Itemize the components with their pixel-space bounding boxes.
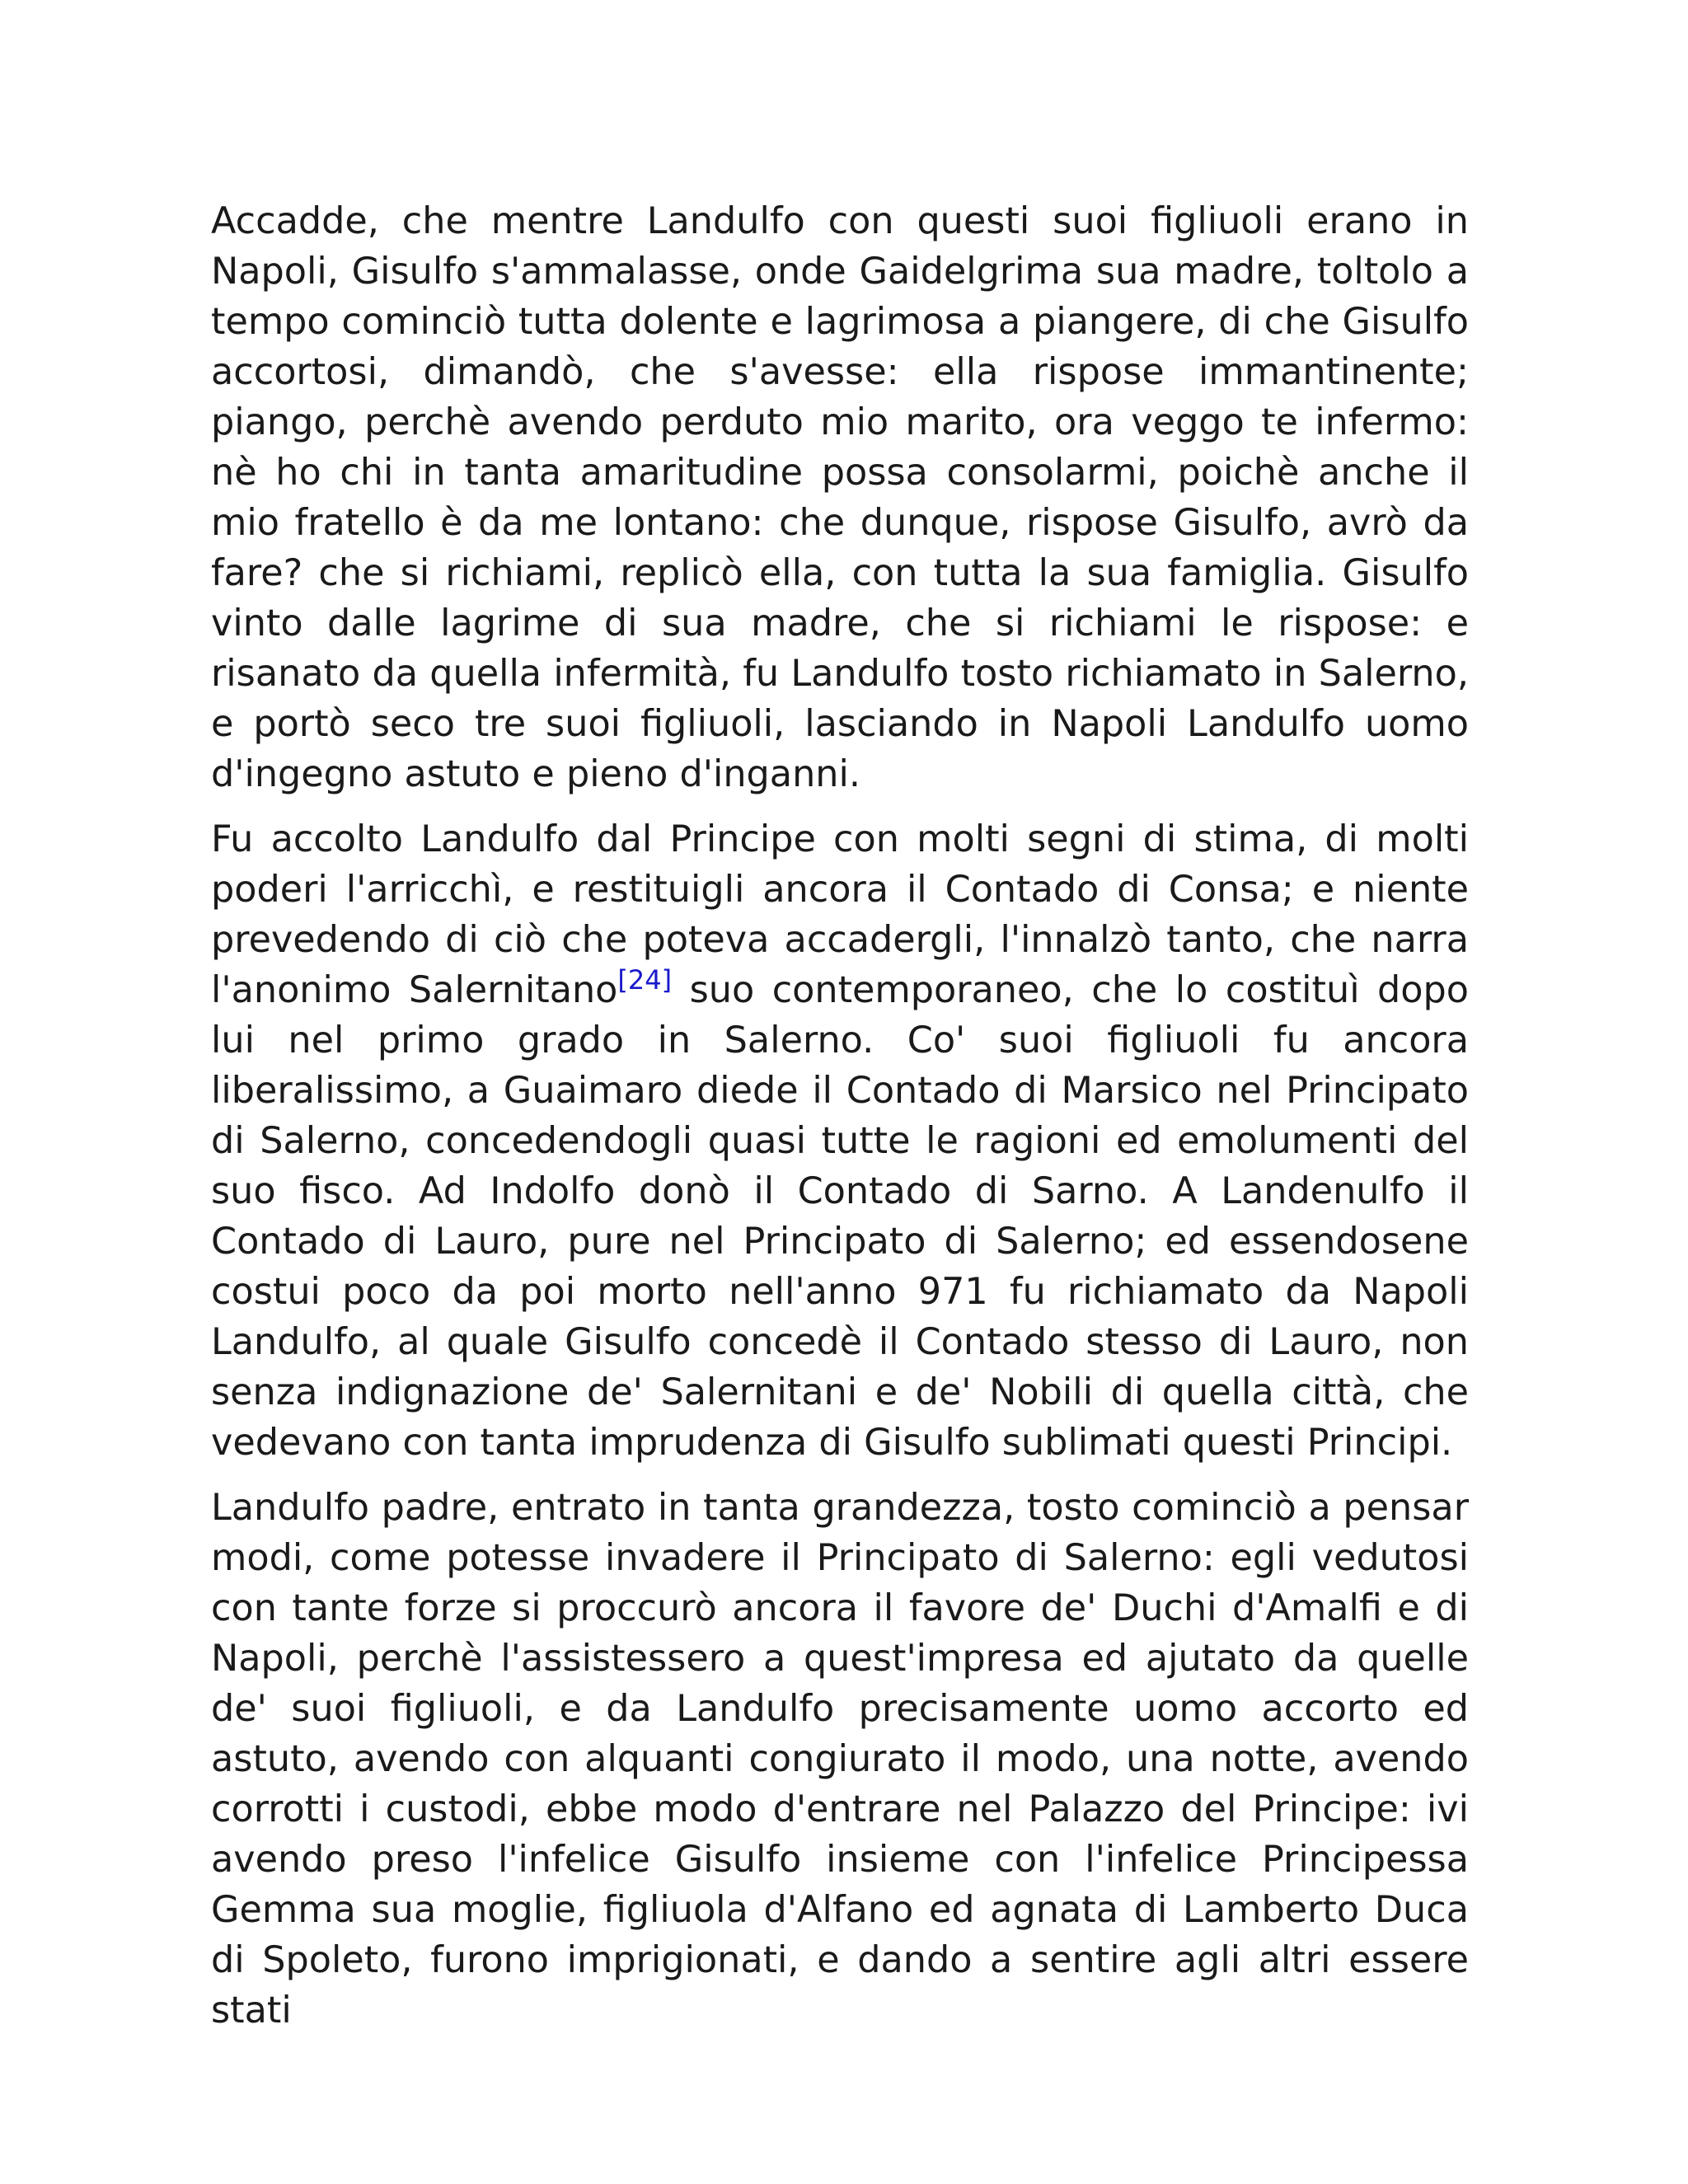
footnote-link-24[interactable]: [24] — [617, 964, 673, 996]
paragraph-2-text-after: suo contemporaneo, che lo costituì dopo lui nel primo grado in Salerno. Co' suoi figliuoli fu ancora liberalissimo, a Guaimaro diede il Contado di Marsico nel Principato di Salerno, concedendogli quasi tutte le ragioni ed emolumenti del suo fisco. Ad Indolfo donò il Contado di Sarno. A Landenulfo il Contado di Lauro, pure nel Principato di Salerno; ed essendosene costui poco da poi morto nell'anno 971 fu richiamato da Napoli Landulfo, al quale Gisulfo concedè il Contado stesso di Lauro, non senza indignazione de' Salernitani e de' Nobili di quella città, che vedevano con tanta imprudenza di Gisulfo sublimati questi Principi. — [211, 969, 1469, 1464]
paragraph-2-text-before: Fu accolto Landulfo dal Principe con molti segni di stima, di molti poderi l'arricchì, e restituigli ancora il Contado di Consa; e niente prevedendo di ciò che poteva accadergli, l'innalzò tanto, che narra l'anonimo Salernitano — [211, 818, 1469, 1011]
paragraph-1 — [211, 196, 1469, 799]
paragraph-2 — [211, 814, 1469, 1468]
paragraph-1-text: Accadde, che mentre Landulfo con questi suoi figliuoli erano in Napoli, Gisulfo s'ammalasse, onde Gaidelgrima sua madre, toltolo a tempo cominciò tutta dolente e lagrimosa a piangere, di che Gisulfo accortosi, dimandò, che s'avesse: ella rispose immantinente; piango, perchè avendo perduto mio marito, ora veggo te infermo: nè ho chi in tanta amaritudine possa consolarmi, poichè anche il mio fratello è da me lontano: che dunque, rispose Gisulfo, avrò da fare? che si richiami, replicò ella, con tutta la sua famiglia. Gisulfo vinto dalle lagrime di sua madre, che si richiami le rispose: e risanato da quella infermità, fu Landulfo tosto richiamato in Salerno, e portò seco tre suoi figliuoli, lasciando in Napoli Landulfo uomo d'ingegno astuto e pieno d'inganni. — [211, 200, 1469, 795]
paragraph-3-text: Landulfo padre, entrato in tanta grandezza, tosto cominciò a pensar modi, come potesse invadere il Principato di Salerno: egli vedutosi con tante forze si proccurò ancora il favore de' Duchi d'Amalfi e di Napoli, perchè l'assistessero a quest'impresa ed ajutato da quelle de' suoi figliuoli, e da Landulfo precisamente uomo accorto ed astuto, avendo con alquanti congiurato il modo, una notte, avendo corrotti i custodi, ebbe modo d'entrare nel Palazzo del Principe: ivi avendo preso l'infelice Gisulfo insieme con l'infelice Principessa Gemma sua moglie, figliuola d'Alfano ed agnata di Lamberto Duca di Spoleto, furono imprigionati, e dando a sentire agli altri essere stati — [211, 1487, 1469, 2032]
paragraph-3 — [211, 1483, 1469, 2036]
document-page — [211, 196, 1469, 2050]
